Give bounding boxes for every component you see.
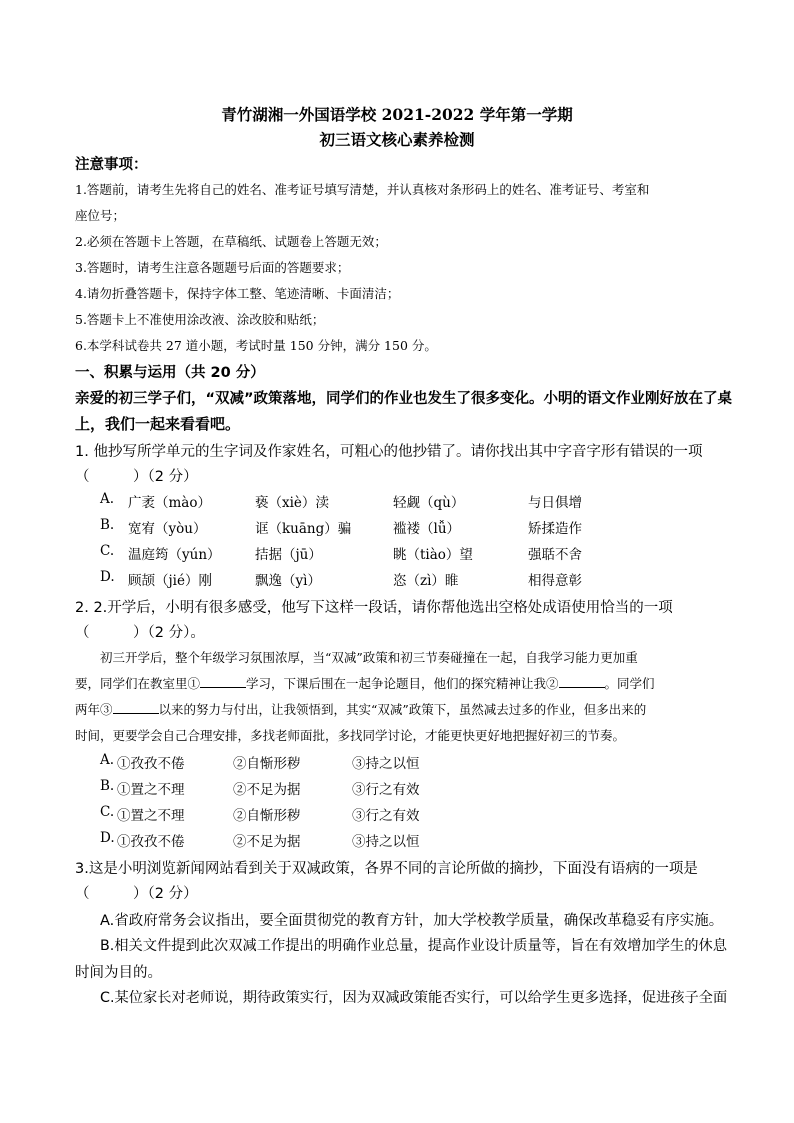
option-label: C.: [100, 543, 115, 559]
notice-heading: 注意事项：: [75, 157, 148, 173]
option-item: ①置之不理: [117, 782, 185, 798]
question-3-stem: （ ）（2 分）: [75, 886, 198, 902]
option-item: 褴褛（lǚ）: [393, 521, 461, 537]
notice-item: 座位号；: [75, 208, 126, 223]
passage-text: 。同学们: [604, 676, 655, 691]
question-1-stem: 1. 他抄写所学单元的生字词及作家姓名，可粗心的他抄错了。请你找出其中字音字形有错误的一项: [75, 444, 703, 460]
question-2-stem: 2. 2.开学后，小明有很多感受，他写下这样一段话，请你帮他选出空格处成语使用恰当的一项: [75, 600, 673, 616]
option-item: 轻觑（qù）: [393, 495, 465, 511]
option-label: A.: [100, 752, 115, 768]
section-intro: 亲爱的初三学子们，“双减”政策落地，同学们的作业也发生了很多变化。小明的语文作业刚好放在了桌: [75, 391, 733, 407]
school-title: 青竹湖湘一外国语学校 2021-2022 学年第一学期: [221, 105, 573, 124]
option-label: B.: [100, 517, 115, 533]
option-item: ①孜孜不倦: [117, 756, 185, 772]
question-1-stem: （ ）（2 分）: [75, 469, 198, 485]
section-intro: 上，我们一起来看看吧。: [75, 415, 241, 433]
question-3-stem: 3.这是小明浏览新闻网站看到关于双减政策，各界不同的言论所做的摘抄，下面没有语病的一项是: [75, 861, 698, 877]
option-item: 亵（xiè）渎: [255, 495, 329, 511]
option-item: ②自惭形秽: [233, 756, 301, 772]
blank-2: [559, 675, 605, 688]
option-label: C.: [100, 804, 115, 820]
option-item: ③持之以恒: [352, 834, 420, 850]
option-item: 矫揉造作: [528, 521, 582, 537]
notice-item: 1.答题前，请考生先将自己的姓名、准考证号填写清楚，并认真核对条形码上的姓名、准考证号、考室和: [75, 182, 650, 197]
option-item: 强聒不舍: [528, 547, 582, 563]
option-item: ①置之不理: [117, 808, 185, 824]
passage-line: 初三开学后，整个年级学习氛围浓厚，当“双减”政策和初三节奏碰撞在一起，自我学习能力更加重: [100, 650, 638, 665]
option-label: D.: [100, 569, 115, 585]
notice-item: 6.本学科试卷共 27 道小题，考试时量 150 分钟，满分 150 分。: [75, 338, 437, 353]
passage-text: 要，同学们在教室里①: [75, 676, 201, 691]
blank-3: [113, 701, 159, 714]
option-item: 眺（tiào）望: [393, 547, 473, 563]
passage-line: 时间，更要学会自己合理安排，多找老师面批，多找同学讨论，才能更快更好地把握好初三的节奏。: [75, 728, 626, 743]
option-label: B.: [100, 778, 115, 794]
option-item: 相得意彰: [528, 573, 582, 589]
option-item: ③持之以恒: [352, 756, 420, 772]
passage-text: 学习，下课后围在一起争论题目，他们的探究精神让我②: [246, 676, 559, 691]
passage-text: 以来的努力与付出，让我领悟到，其实“双减”政策下，虽然减去过多的作业，但多出来的: [158, 702, 647, 717]
option-item: 顾颉（jié）刚: [128, 573, 212, 589]
question-3-option-c: C.某位家长对老师说，期待政策实行，因为双减政策能否实行，可以给学生更多选择，促进孩子全面: [100, 990, 728, 1006]
option-item: ②不足为据: [233, 834, 301, 850]
option-item: 温庭筠（yún）: [128, 547, 221, 563]
option-item: ③行之有效: [352, 782, 420, 798]
notice-item: 5.答题卡上不准使用涂改液、涂改胶和贴纸；: [75, 312, 325, 327]
notice-item: 4.请勿折叠答题卡，保持字体工整、笔迹清晰、卡面清洁；: [75, 286, 400, 301]
option-item: ③行之有效: [352, 808, 420, 824]
passage-text: 两年③: [75, 702, 113, 717]
option-item: 诓（kuāng）骗: [255, 521, 352, 537]
notice-item: 3.答题时，请考生注意各题题号后面的答题要求；: [75, 260, 350, 275]
question-3-option-b-cont: 时间为目的。: [75, 965, 162, 981]
question-3-option-a: A.省政府常务会议指出，要全面贯彻党的教育方针，加大学校教学质量，确保改革稳妥有序实施。: [100, 913, 724, 929]
option-item: ②不足为据: [233, 782, 301, 798]
option-item: ①孜孜不倦: [117, 834, 185, 850]
option-label: A.: [100, 491, 115, 507]
question-2-stem: （ ）（2 分）。: [75, 625, 205, 641]
notice-item: 2.必须在答题卡上答题，在草稿纸、试题卷上答题无效；: [75, 234, 387, 249]
option-item: ②自惭形秽: [233, 808, 301, 824]
option-item: 恣（zì）睢: [393, 573, 459, 589]
option-item: 广袤（mào）: [128, 495, 211, 511]
question-3-option-b: B.相关文件提到此次双减工作提出的明确作业总量，提高作业设计质量等，旨在有效增加学生的休息: [100, 938, 728, 954]
option-item: 与日俱增: [528, 495, 582, 511]
blank-1: [200, 675, 246, 688]
section-heading: 一、积累与运用（共 20 分）: [75, 365, 265, 381]
exam-title: 初三语文核心素养检测: [319, 130, 475, 149]
option-label: D.: [100, 830, 115, 846]
option-item: 拮据（jū）: [255, 547, 322, 563]
passage-line: [75, 674, 655, 692]
option-item: 飘逸（yì）: [255, 573, 321, 589]
option-item: 宽宥（yòu）: [128, 521, 207, 537]
passage-line: [75, 700, 646, 718]
